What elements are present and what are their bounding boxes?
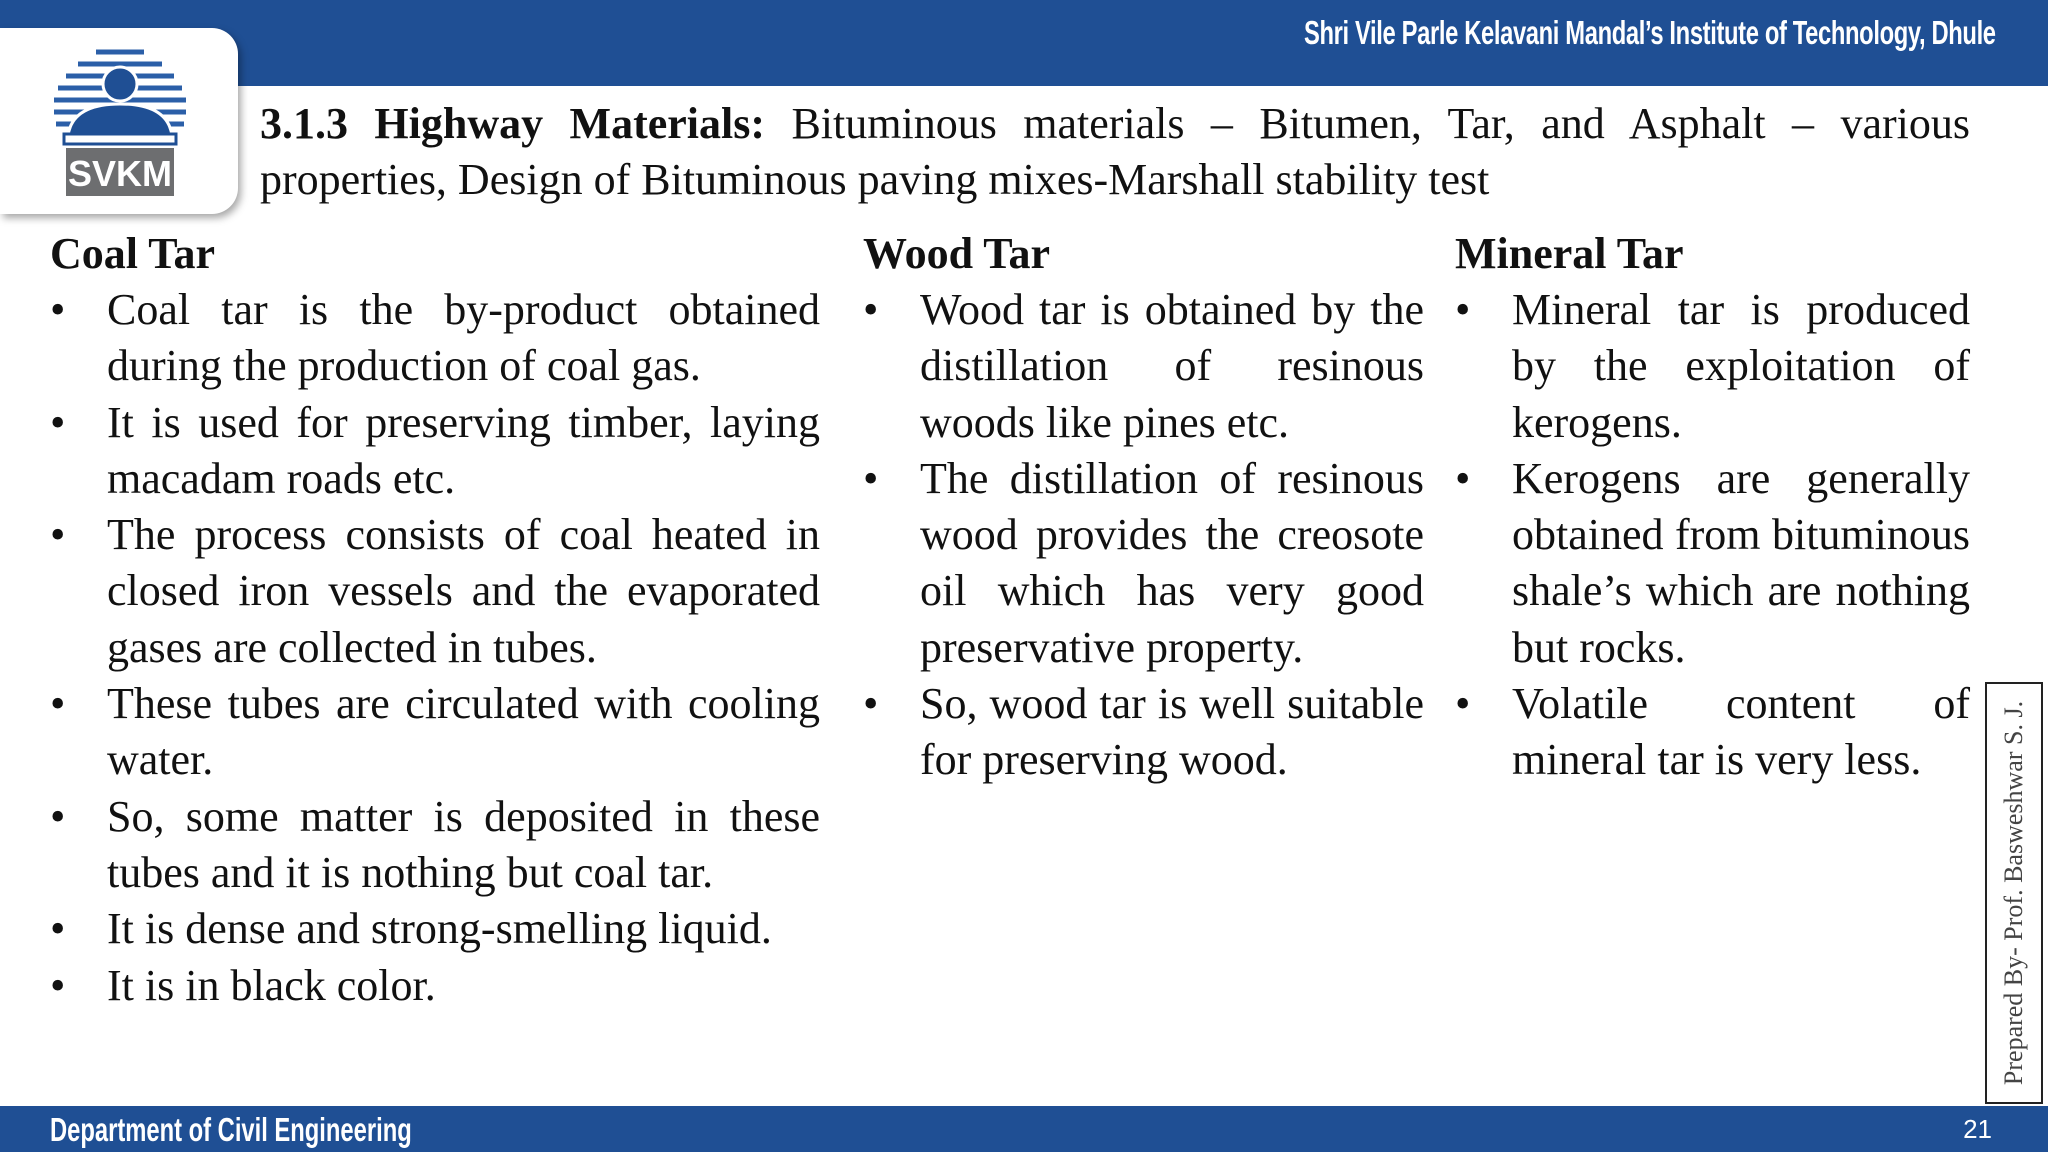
mineral-tar-title: Mineral Tar — [1455, 229, 1684, 278]
list-item: • It is dense and strong-smelling liquid. — [50, 901, 820, 957]
svkm-logo-icon — [50, 38, 190, 206]
list-item: • The process consists of coal heated in closed iron vessels and the evaporated gases are collected in tubes. — [50, 507, 820, 676]
list-item: • These tubes are circulated with cooling water. — [50, 676, 820, 789]
wood-tar-title: Wood Tar — [863, 229, 1051, 278]
prepared-by-text: Prepared By- Prof. Basweshwar S. J. — [1999, 700, 2028, 1086]
list-item: • Kerogens are generally obtained from bituminous shale’s which are nothing but rocks. — [1455, 451, 1970, 676]
list-item: • So, wood tar is well suitable for preserving wood. — [863, 676, 1424, 789]
coal-tar-column — [50, 226, 820, 1014]
page-number: 21 — [1963, 1114, 1992, 1144]
list-item: • It is in black color. — [50, 958, 820, 1014]
slide-heading — [260, 96, 1970, 208]
list-item: • Mineral tar is produced by the exploitation of kerogens. — [1455, 282, 1970, 451]
institute-name: Shri Vile Parle Kelavani Mandal’s Institute of Technology, Dhule — [1304, 14, 1996, 51]
coal-tar-title: Coal Tar — [50, 229, 216, 278]
list-item: • Coal tar is the by-product obtained during the production of coal gas. — [50, 282, 820, 395]
heading-text: Bituminous materials – Bitumen, Tar, and Asphalt – various properties, Design of Bituminous paving mixes-Marshall stability test — [260, 99, 1970, 204]
logo-card — [0, 28, 238, 214]
wood-tar-column — [863, 226, 1424, 789]
wood-tar-list — [863, 282, 1424, 789]
coal-tar-list — [50, 282, 820, 1014]
footer-bar — [0, 1106, 2048, 1152]
mineral-tar-list — [1455, 282, 1970, 789]
list-item: • The distillation of resinous wood provides the creosote oil which has very good preservative property. — [863, 451, 1424, 676]
list-item: • Volatile content of mineral tar is very less. — [1455, 676, 1970, 789]
top-banner — [0, 0, 2048, 86]
list-item: • So, some matter is deposited in these tubes and it is nothing but coal tar. — [50, 789, 820, 902]
list-item: • It is used for preserving timber, laying macadam roads etc. — [50, 395, 820, 508]
logo-text: SVKM — [67, 153, 173, 194]
list-item: • Wood tar is obtained by the distillation of resinous woods like pines etc. — [863, 282, 1424, 451]
department-name: Department of Civil Engineering — [50, 1111, 412, 1148]
mineral-tar-column — [1455, 226, 1970, 789]
prepared-by-box — [1985, 682, 2043, 1104]
heading-bold: 3.1.3 Highway Materials: — [260, 99, 766, 148]
